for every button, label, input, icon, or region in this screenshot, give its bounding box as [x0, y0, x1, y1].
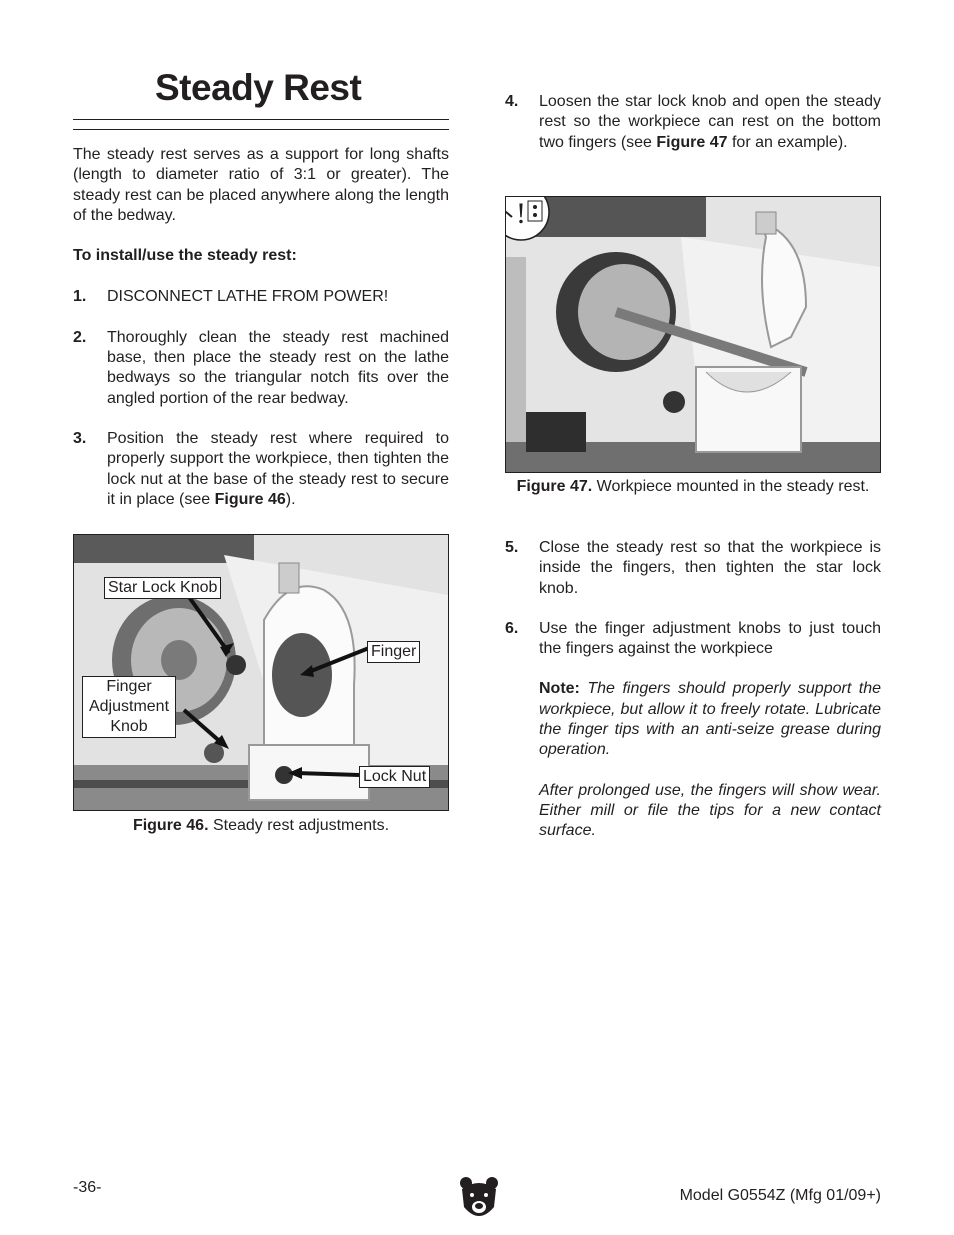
- step-number: 1.: [73, 288, 87, 306]
- step-text-part: for an example).: [727, 133, 848, 151]
- callout-finger: Finger: [367, 641, 420, 663]
- note-paragraph-2: After prolonged use, the fingers will show wear. Either mill or file the tips for a new contact surface.: [539, 781, 881, 840]
- step-text-part: Loosen the star lock knob and open the steady rest so the workpiece can rest on the bottom two fingers (see: [539, 93, 881, 151]
- model-info: Model G0554Z (Mfg 01/09+): [679, 1187, 881, 1204]
- step-number: 5.: [505, 539, 519, 556]
- step-1: [73, 287, 449, 307]
- title-rule-top: [73, 119, 449, 120]
- subheading: To install/use the steady rest:: [73, 247, 297, 265]
- step-text: Thoroughly clean the steady rest machined base, then place the steady rest on the lathe bedways so the triangular notch fits over the angled portion of the rear bedway.: [107, 328, 449, 407]
- step-text: [539, 92, 881, 153]
- step-3: [73, 429, 449, 510]
- note-block: [539, 679, 881, 841]
- figure-46-photo: [73, 534, 449, 811]
- step-number: 3.: [73, 429, 87, 447]
- page-number: -36-: [73, 1179, 102, 1196]
- page-title: Steady Rest: [155, 67, 362, 108]
- figure-47-photo: [505, 196, 881, 473]
- disconnect-power-warning-icon: [505, 196, 552, 243]
- callout-star-lock-knob: Star Lock Knob: [104, 577, 221, 599]
- caption-text: Steady rest adjustments.: [208, 817, 390, 834]
- grizzly-bear-logo-icon: [458, 1175, 500, 1223]
- note-label: Note:: [539, 680, 580, 698]
- figure-46-reference[interactable]: Figure 46: [214, 490, 286, 508]
- step-number: 6.: [505, 619, 519, 637]
- caption-label: Figure 47.: [516, 478, 593, 495]
- note-paragraph: [539, 679, 881, 760]
- step-text-part: Position the steady rest where required to properly support the workpiece, then tighten the lock nut at the base of the steady rest to secure it in place (see: [107, 429, 449, 508]
- figure-46-caption: [73, 816, 449, 837]
- step-number: 2.: [73, 328, 87, 346]
- right-column-bottom: [505, 538, 881, 842]
- title-rule-bottom: [73, 129, 449, 130]
- intro-paragraph: The steady rest serves as a support for long shafts (length to diameter ratio of 3:1 or greater). The steady rest can be placed anywhere along the length of the bedway.: [73, 146, 449, 224]
- note-text: The fingers should properly support the workpiece, but allow it to freely rotate. Lubricate the finger tips with an anti-seize grease during operation.: [539, 680, 881, 759]
- caption-text: Workpiece mounted in the steady rest.: [592, 478, 870, 495]
- step-6: [505, 619, 881, 660]
- right-column-top: [505, 92, 881, 153]
- step-text: [107, 429, 449, 510]
- left-column: [73, 145, 449, 510]
- step-text: Use the finger adjustment knobs to just touch the fingers against the workpiece: [539, 619, 881, 658]
- caption-label: Figure 46.: [132, 817, 209, 834]
- step-4: [505, 92, 881, 153]
- callout-finger-adjustment-knob: Finger Adjustment Knob: [82, 676, 176, 738]
- workpiece-photo: [506, 197, 880, 472]
- step-text-part: ).: [285, 490, 296, 508]
- callout-lock-nut: Lock Nut: [359, 766, 430, 788]
- step-2: [73, 328, 449, 409]
- figure-47-caption: [505, 477, 881, 498]
- step-text: DISCONNECT LATHE FROM POWER!: [107, 288, 389, 306]
- step-text: Close the steady rest so that the workpiece is inside the fingers, then tighten the star lock knob.: [539, 539, 881, 597]
- svg-text:!: !: [516, 197, 526, 230]
- figure-47-reference[interactable]: Figure 47: [656, 133, 728, 151]
- step-number: 4.: [505, 93, 519, 110]
- step-5: [505, 538, 881, 599]
